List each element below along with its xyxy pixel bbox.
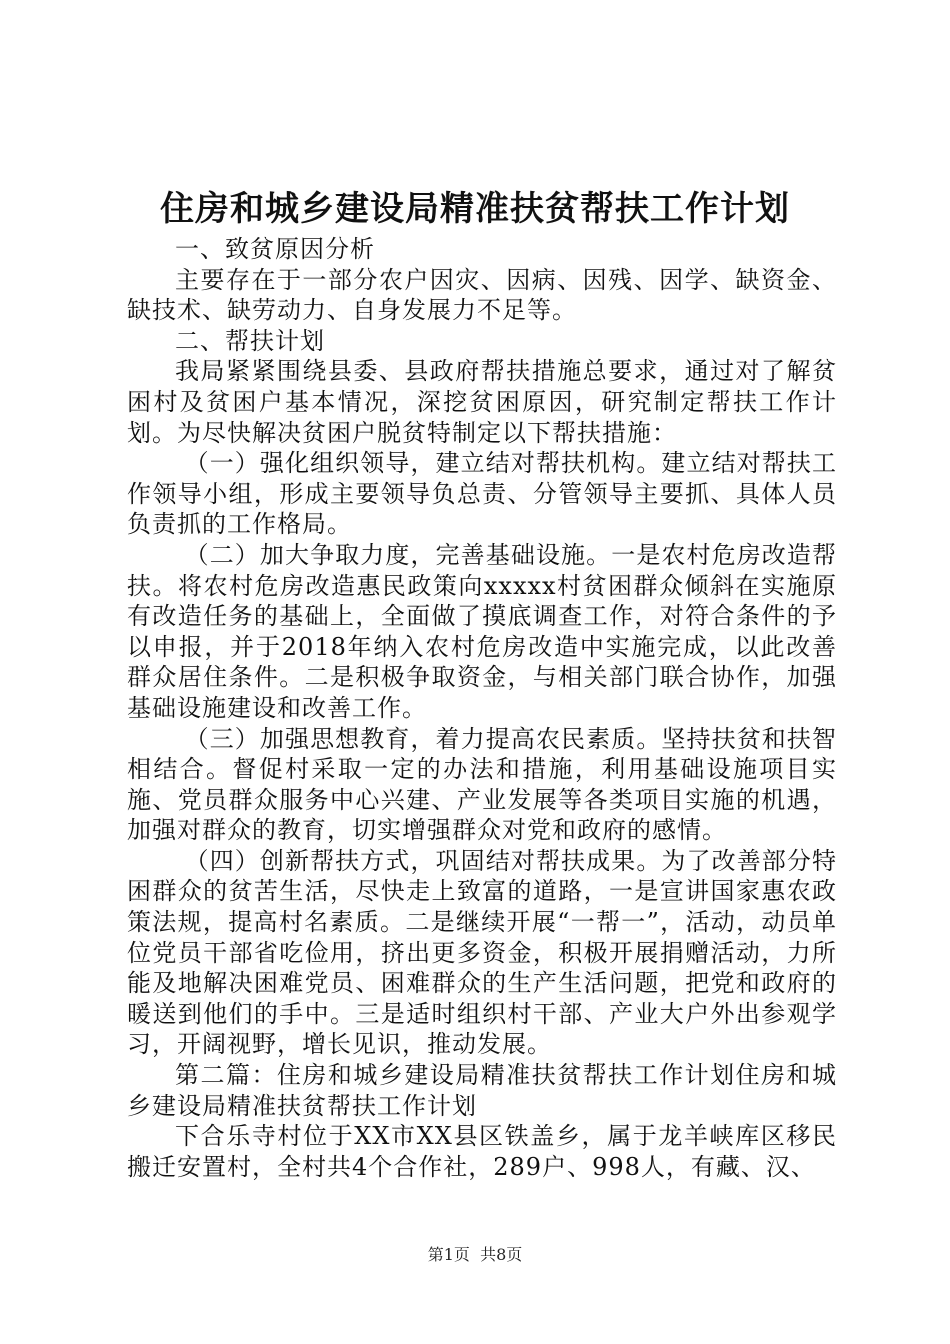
paragraph-measure-4: （四）创新帮扶方式，巩固结对帮扶成果。为了改善部分特困群众的贫苦生活，尽快走上致富的道路，一是宣讲国家惠农政策法规，提高村名素质。二是继续开展“一帮一”，活动，动员单位党员干部省吃俭用，挤出更多资金，积极开展捐赠活动，力所能及地解决困难党员、困难群众的生产生活问题，把党和政府的暖送到他们的手中。三是适时组织村干部、产业大户外出参观学习，开阔视野，增长见识，推动发展。 xyxy=(127,846,837,1059)
document-body xyxy=(127,234,837,1182)
page-footer xyxy=(0,1244,950,1266)
paragraph-second-article-title: 第二篇：住房和城乡建设局精准扶贫帮扶工作计划住房和城乡建设局精准扶贫帮扶工作计划 xyxy=(127,1061,837,1120)
paragraph-1: 主要存在于一部分农户因灾、因病、因残、因学、缺资金、缺技术、缺劳动力、自身发展力不足等。 xyxy=(127,265,837,325)
section-heading-1: 一、致贫原因分析 xyxy=(175,235,375,263)
page-number: 第1页 共8页 xyxy=(427,1245,523,1264)
paragraph-measure-1: （一）强化组织领导，建立结对帮扶机构。建立结对帮扶工作领导小组，形成主要领导负总责、分管领导主要抓、具体人员负责抓的工作格局。 xyxy=(127,449,837,539)
document-title: 住房和城乡建设局精准扶贫帮扶工作计划 xyxy=(160,189,790,229)
paragraph-measure-2: （二）加大争取力度，完善基础设施。一是农村危房改造帮扶。将农村危房改造惠民政策向xxxxx村贫困群众倾斜在实施原有改造任务的基础上，全面做了摸底调查工作，对符合条件的予以申报，并于2018年纳入农村危房改造中实施完成，以此改善群众居住条件。二是积极争取资金，与相关部门联合协作，加强基础设施建设和改善工作。 xyxy=(127,540,837,722)
paragraph-2: 我局紧紧围绕县委、县政府帮扶措施总要求，通过对了解贫困村及贫困户基本情况，深挖贫困原因，研究制定帮扶工作计划。为尽快解决贫困户脱贫特制定以下帮扶措施： xyxy=(127,357,837,447)
paragraph-measure-3: （三）加强思想教育，着力提高农民素质。坚持扶贫和扶智相结合。督促村采取一定的办法和措施，利用基础设施项目实施、党员群众服务中心兴建、产业发展等各类项目实施的机遇，加强对群众的教育，切实增强群众对党和政府的感情。 xyxy=(127,724,837,845)
paragraph-village-intro: 下合乐寺村位于XX市XX县区铁盖乡，属于龙羊峡库区移民搬迁安置村，全村共4个合作社，289户、998人，有藏、汉、 xyxy=(127,1122,837,1181)
section-heading-2: 二、帮扶计划 xyxy=(175,326,325,355)
